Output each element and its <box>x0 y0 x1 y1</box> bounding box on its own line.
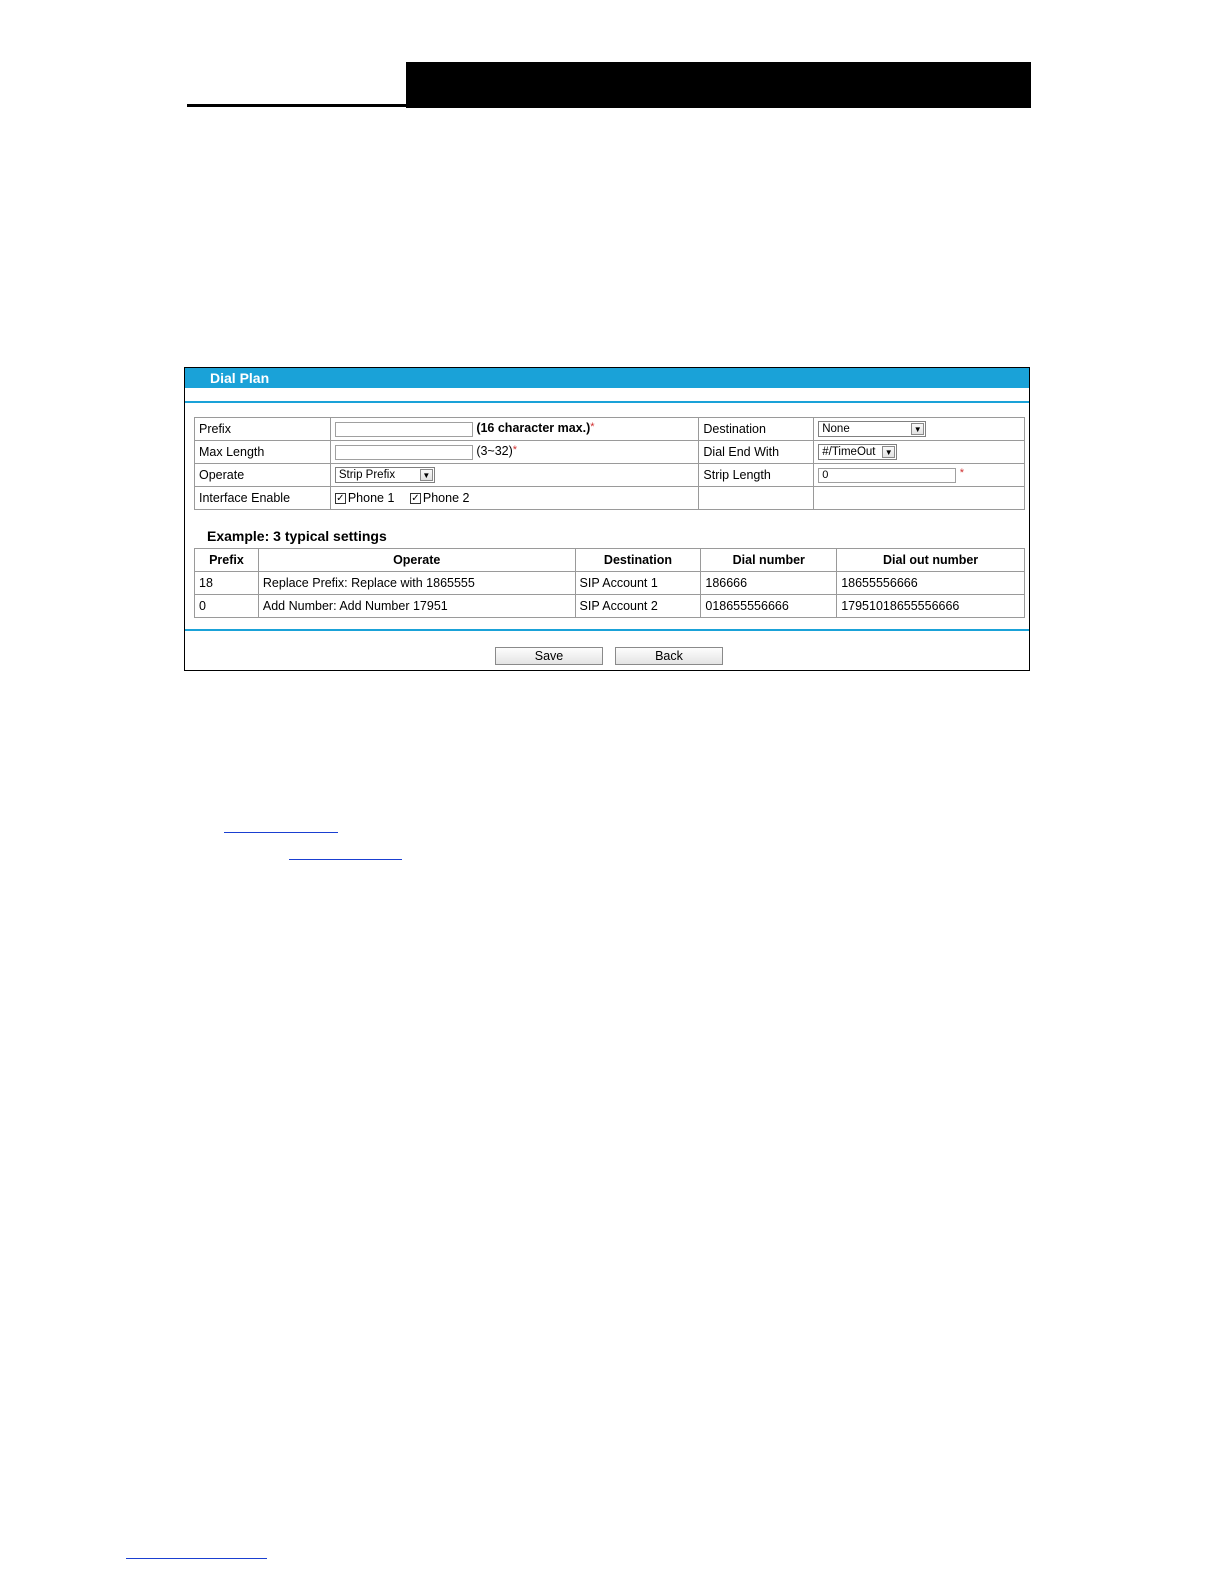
phone2-checkbox[interactable] <box>410 493 421 504</box>
prefix-hint: (16 character max.) <box>476 421 591 436</box>
dial-end-with-selected: #/TimeOut <box>822 446 876 458</box>
prefix-label: Prefix <box>195 418 331 441</box>
table-cell: 0 <box>195 595 259 618</box>
table-cell: 018655556666 <box>701 595 837 618</box>
table-cell: Add Number: Add Number 17951 <box>258 595 575 618</box>
max-length-hint: (3~32) <box>476 444 513 459</box>
table-cell: Replace Prefix: Replace with 1865555 <box>258 572 575 595</box>
dial-end-with-cell <box>814 441 1025 464</box>
table-cell: 17951018655556666 <box>837 595 1025 618</box>
panel-bottom-divider <box>185 629 1029 631</box>
interface-enable-label: Interface Enable <box>195 487 331 510</box>
empty-cell <box>699 487 814 510</box>
table-cell: SIP Account 2 <box>575 595 701 618</box>
prefix-cell <box>330 418 699 441</box>
checkmark-icon: ✓ <box>411 493 420 505</box>
column-header: Destination <box>575 549 701 572</box>
phone1-checkbox[interactable] <box>335 493 346 504</box>
checkmark-icon: ✓ <box>336 493 345 505</box>
strip-length-input[interactable]: 0 <box>818 468 956 483</box>
panel-title: Dial Plan <box>185 368 1029 388</box>
column-header: Dial number <box>701 549 837 572</box>
strip-length-label: Strip Length <box>699 464 814 487</box>
chevron-down-icon[interactable]: ▼ <box>420 469 433 481</box>
interface-enable-cell <box>330 487 699 510</box>
example-header-row <box>195 549 1025 572</box>
dial-plan-form <box>194 417 1025 510</box>
operate-cell <box>330 464 699 487</box>
phone1-option[interactable] <box>335 491 395 505</box>
table-cell: SIP Account 1 <box>575 572 701 595</box>
form-row-max-length <box>195 441 1025 464</box>
column-header: Operate <box>258 549 575 572</box>
example-title: Example: 3 typical settings <box>207 528 387 544</box>
column-header: Prefix <box>195 549 259 572</box>
link-underline-2 <box>289 859 402 860</box>
chevron-down-icon[interactable]: ▼ <box>911 423 924 435</box>
link-underline-1 <box>224 832 338 833</box>
dial-end-with-select[interactable] <box>818 444 897 460</box>
required-mark: * <box>590 421 595 434</box>
required-mark: * <box>512 444 518 457</box>
phone2-label: Phone 2 <box>422 491 470 505</box>
prefix-input[interactable] <box>335 422 473 437</box>
table-cell: 18655556666 <box>837 572 1025 595</box>
phone2-option[interactable] <box>410 491 470 505</box>
destination-cell <box>814 418 1025 441</box>
required-mark: * <box>959 467 964 480</box>
strip-length-cell <box>814 464 1025 487</box>
form-row-prefix <box>195 418 1025 441</box>
table-row <box>195 595 1025 618</box>
phone1-label: Phone 1 <box>347 491 395 505</box>
example-table <box>194 548 1025 618</box>
dial-end-with-label: Dial End With <box>699 441 814 464</box>
header-rule <box>187 104 407 107</box>
dial-plan-panel <box>184 367 1030 671</box>
header-bar <box>406 62 1031 108</box>
max-length-label: Max Length <box>195 441 331 464</box>
operate-selected: Strip Prefix <box>338 469 396 481</box>
save-button[interactable]: Save <box>495 647 603 665</box>
form-row-interface-enable <box>195 487 1025 510</box>
footer-link-underline <box>126 1558 267 1559</box>
back-button[interactable]: Back <box>615 647 723 665</box>
destination-selected: None <box>822 423 850 435</box>
operate-select[interactable] <box>335 467 435 483</box>
destination-label: Destination <box>699 418 814 441</box>
max-length-input[interactable] <box>335 445 473 460</box>
empty-cell <box>814 487 1025 510</box>
destination-select[interactable] <box>818 421 926 437</box>
operate-label: Operate <box>195 464 331 487</box>
chevron-down-icon[interactable]: ▼ <box>882 446 895 458</box>
panel-title-divider <box>185 401 1029 403</box>
table-row <box>195 572 1025 595</box>
column-header: Dial out number <box>837 549 1025 572</box>
table-cell: 18 <box>195 572 259 595</box>
form-row-operate <box>195 464 1025 487</box>
max-length-cell <box>330 441 699 464</box>
table-cell: 186666 <box>701 572 837 595</box>
